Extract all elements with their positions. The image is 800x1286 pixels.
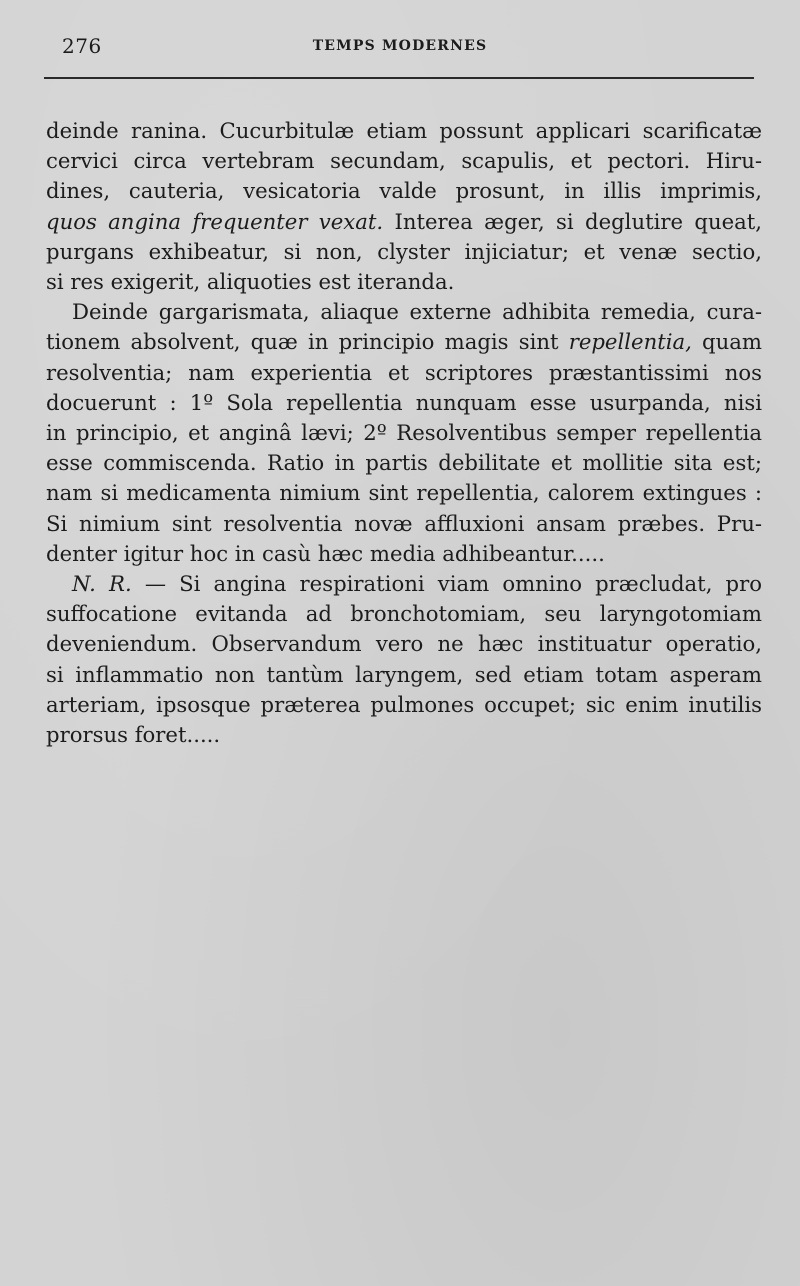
text-line	[46, 569, 762, 599]
italic-phrase: repellentia,	[568, 329, 692, 355]
page-number: 276	[62, 34, 102, 58]
italic-phrase: N. R.	[72, 571, 132, 597]
header-rule	[44, 77, 754, 79]
text-line: arteriam, ipsosque præterea pulmones occupet; sic enim inutilis	[46, 691, 762, 717]
text-line: dines, cauteria, vesicatoria valde prosunt, in illis imprimis,	[46, 178, 762, 204]
text-line: deveniendum. Observandum vero ne hæc instituatur operatio,	[46, 631, 762, 657]
text-line: nam si medicamenta nimium sint repellentia, calorem extingues :	[46, 480, 762, 506]
text-run: Interea æger, si deglutire queat,	[383, 208, 763, 234]
text-line: docuerunt : 1º Sola repellentia nunquam esse usurpanda, nisi	[46, 389, 762, 415]
text-line	[46, 327, 762, 357]
text-line: Deinde gargarismata, aliaque externe adhibita remedia, cura-	[72, 299, 762, 325]
text-line: denter igitur hoc in casù hæc media adhibeantur.....	[46, 540, 605, 566]
text-line: si res exigerit, aliquoties est iteranda.	[46, 269, 455, 295]
text-line: esse commiscenda. Ratio in partis debilitate et mollitie sita est;	[46, 450, 762, 476]
body-text	[46, 116, 762, 750]
running-head: TEMPS MODERNES	[312, 38, 488, 54]
text-line: Si nimium sint resolventia novæ affluxioni ansam præbes. Pru-	[46, 510, 762, 536]
text-line: si inflammatio non tantùm laryngem, sed etiam totam asperam	[46, 661, 762, 687]
text-line: cervici circa vertebram secundam, scapulis, et pectori. Hiru-	[46, 148, 762, 174]
italic-phrase: quos angina frequenter vexat.	[46, 208, 384, 234]
text-run: — Si angina respirationi viam omnino præcludat, pro	[131, 571, 762, 597]
page-header	[0, 0, 800, 80]
text-line: suffocatione evitanda ad bronchotomiam, seu laryngotomiam	[46, 601, 762, 627]
text-line: in principio, et anginâ lævi; 2º Resolventibus semper repellentia	[46, 420, 762, 446]
text-line	[46, 207, 762, 237]
text-line: deinde ranina. Cucurbitulæ etiam possunt applicari scarificatæ	[46, 118, 762, 143]
text-line: resolventia; nam experientia et scriptores præstantissimi nos	[46, 359, 762, 385]
text-run: quam	[691, 329, 762, 355]
text-line: purgans exhibeatur, si non, clyster injiciatur; et venæ sectio,	[46, 238, 762, 264]
text-run: tionem absolvent, quæ in principio magis sint	[46, 329, 569, 355]
text-line: prorsus foret.....	[46, 722, 221, 748]
